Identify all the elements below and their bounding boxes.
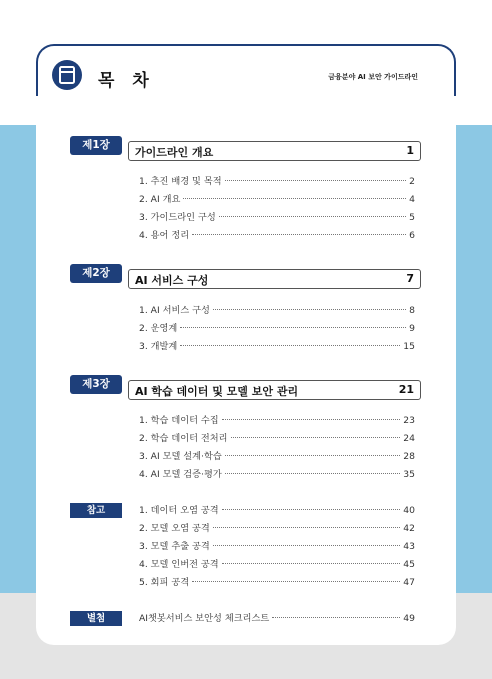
toc-entry-title: 3. 가이드라인 구성 xyxy=(139,212,216,223)
toc-entry[interactable] xyxy=(139,502,415,516)
dot-leader xyxy=(213,527,401,528)
chapter-1-title: 가이드라인 개요 xyxy=(135,146,214,159)
toc-entry-page: 24 xyxy=(403,433,415,444)
dot-leader xyxy=(183,198,406,199)
toc-entry[interactable] xyxy=(139,466,415,480)
toc-entry-title: 2. 운영계 xyxy=(139,323,178,334)
dot-leader xyxy=(222,509,401,510)
toc-entry-title: 3. 모델 추출 공격 xyxy=(139,541,210,552)
dot-leader xyxy=(231,437,401,438)
toc-entry-page: 6 xyxy=(409,230,415,241)
toc-entry-page: 45 xyxy=(403,559,415,570)
toc-entry-page: 23 xyxy=(403,415,415,426)
toc-entry-title: 1. 학습 데이터 수집 xyxy=(139,415,219,426)
chapter-1-badge: 제1장 xyxy=(70,136,122,155)
toc-entry[interactable] xyxy=(139,556,415,570)
reference-badge: 참고 xyxy=(70,503,122,518)
dot-leader xyxy=(180,327,406,328)
toc-entry[interactable] xyxy=(139,173,415,187)
toc-entry[interactable] xyxy=(139,191,415,205)
chapter-1-page: 1 xyxy=(406,144,414,157)
appendix-badge: 별첨 xyxy=(70,611,122,626)
toc-entry-title: 2. 학습 데이터 전처리 xyxy=(139,433,228,444)
toc-entry[interactable] xyxy=(139,320,415,334)
chapter-3-title: AI 학습 데이터 및 모델 보안 관리 xyxy=(135,385,299,398)
toc-entry-page: 28 xyxy=(403,451,415,462)
toc-entry-title: 2. 모델 오염 공격 xyxy=(139,523,210,534)
dot-leader xyxy=(222,563,401,564)
toc-entry-page: 35 xyxy=(403,469,415,480)
toc-entry-title: AI챗봇서비스 보안성 체크리스트 xyxy=(139,613,270,624)
dot-leader xyxy=(219,216,406,217)
toc-entry-page: 43 xyxy=(403,541,415,552)
toc-entry-title: 2. AI 개요 xyxy=(139,194,181,205)
chapter-2-badge: 제2장 xyxy=(70,264,122,283)
toc-entry-page: 15 xyxy=(403,341,415,352)
dot-leader xyxy=(272,617,400,618)
toc-entry-page: 9 xyxy=(409,323,415,334)
toc-entry-title: 3. 개발계 xyxy=(139,341,178,352)
page-title: 목 차 xyxy=(98,71,155,91)
toc-entry[interactable] xyxy=(139,538,415,552)
dot-leader xyxy=(192,234,406,235)
toc-entry-title: 3. AI 모델 설계·학습 xyxy=(139,451,222,462)
document-subtitle: 금융분야 AI 보안 가이드라인 xyxy=(328,73,418,81)
toc-entry-page: 2 xyxy=(409,176,415,187)
toc-entry[interactable] xyxy=(139,610,415,624)
toc-entry-page: 4 xyxy=(409,194,415,205)
book-icon xyxy=(52,60,82,90)
dot-leader xyxy=(213,309,406,310)
toc-entry-page: 8 xyxy=(409,305,415,316)
dot-leader xyxy=(225,180,407,181)
chapter-2-page: 7 xyxy=(406,272,414,285)
toc-entry[interactable] xyxy=(139,448,415,462)
chapter-2-heading[interactable] xyxy=(128,269,421,289)
dot-leader xyxy=(222,419,401,420)
chapter-3-heading[interactable] xyxy=(128,380,421,400)
toc-entry[interactable] xyxy=(139,430,415,444)
dot-leader xyxy=(180,345,400,346)
chapter-2-title: AI 서비스 구성 xyxy=(135,274,209,287)
chapter-3-badge: 제3장 xyxy=(70,375,122,394)
dot-leader xyxy=(192,581,400,582)
toc-entry-title: 4. 모델 인버전 공격 xyxy=(139,559,219,570)
toc-entry-page: 42 xyxy=(403,523,415,534)
toc-entry-page: 47 xyxy=(403,577,415,588)
toc-entry[interactable] xyxy=(139,302,415,316)
toc-entry-title: 1. 데이터 오염 공격 xyxy=(139,505,219,516)
toc-entry-title: 5. 회피 공격 xyxy=(139,577,190,588)
toc-entry-title: 4. AI 모델 검증·평가 xyxy=(139,469,222,480)
toc-entry-title: 1. 추진 배경 및 목적 xyxy=(139,176,222,187)
toc-entry-page: 5 xyxy=(409,212,415,223)
toc-entry[interactable] xyxy=(139,574,415,588)
toc-entry[interactable] xyxy=(139,520,415,534)
toc-entry[interactable] xyxy=(139,227,415,241)
toc-entry[interactable] xyxy=(139,338,415,352)
toc-entry-page: 40 xyxy=(403,505,415,516)
chapter-1-heading[interactable] xyxy=(128,141,421,161)
toc-entry-title: 1. AI 서비스 구성 xyxy=(139,305,210,316)
toc-entry[interactable] xyxy=(139,209,415,223)
chapter-3-page: 21 xyxy=(398,383,414,396)
dot-leader xyxy=(225,455,401,456)
dot-leader xyxy=(213,545,401,546)
dot-leader xyxy=(225,473,401,474)
toc-entry-title: 4. 용어 정리 xyxy=(139,230,190,241)
toc-entry[interactable] xyxy=(139,412,415,426)
toc-entry-page: 49 xyxy=(403,613,415,624)
